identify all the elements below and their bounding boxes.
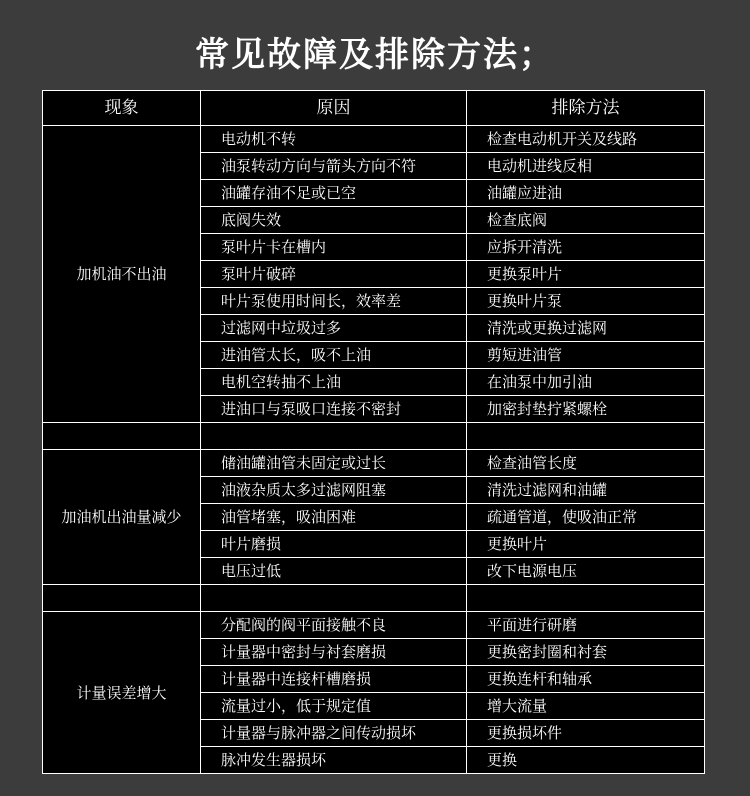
empty-cell: [43, 423, 201, 450]
empty-row: [43, 585, 705, 612]
cause-cell: 电压过低: [201, 558, 467, 585]
cause-cell: 分配阀的阀平面接触不良: [201, 612, 467, 639]
cause-cell: 叶片磨损: [201, 531, 467, 558]
header-phenomenon: 现象: [43, 91, 201, 126]
fault-table: [42, 90, 705, 774]
cause-cell: 叶片泵使用时间长，效率差: [201, 288, 467, 315]
cause-cell: 油液杂质太多过滤网阻塞: [201, 477, 467, 504]
remedy-cell: 油罐应进油: [467, 180, 705, 207]
remedy-cell: 更换连杆和轴承: [467, 666, 705, 693]
remedy-cell: 清洗或更换过滤网: [467, 315, 705, 342]
remedy-cell: 清洗过滤网和油罐: [467, 477, 705, 504]
cause-cell: 底阀失效: [201, 207, 467, 234]
remedy-cell: 剪短进油管: [467, 342, 705, 369]
cause-cell: 进油管太长，吸不上油: [201, 342, 467, 369]
empty-cell: [43, 585, 201, 612]
cause-cell: 计量器中密封与衬套磨损: [201, 639, 467, 666]
remedy-cell: 加密封垫拧紧螺栓: [467, 396, 705, 423]
table-header-row: [43, 91, 705, 126]
remedy-cell: 增大流量: [467, 693, 705, 720]
table-row: [43, 612, 705, 639]
empty-cell: [467, 585, 705, 612]
remedy-cell: 更换损坏件: [467, 720, 705, 747]
cause-cell: 电机空转抽不上油: [201, 369, 467, 396]
fault-table-container: [42, 90, 704, 774]
table-row: [43, 450, 705, 477]
cause-cell: 脉冲发生器损坏: [201, 747, 467, 774]
remedy-cell: 改下电源电压: [467, 558, 705, 585]
empty-row: [43, 423, 705, 450]
cause-cell: 泵叶片破碎: [201, 261, 467, 288]
remedy-cell: 更换泵叶片: [467, 261, 705, 288]
cause-cell: 油管堵塞，吸油困难: [201, 504, 467, 531]
cause-cell: 流量过小，低于规定值: [201, 693, 467, 720]
cause-cell: 计量器与脉冲器之间传动损坏: [201, 720, 467, 747]
remedy-cell: 更换叶片泵: [467, 288, 705, 315]
cause-cell: 油罐存油不足或已空: [201, 180, 467, 207]
remedy-cell: 检查电动机开关及线路: [467, 126, 705, 153]
empty-cell: [201, 585, 467, 612]
phenomenon-cell: 加机油不出油: [43, 126, 201, 423]
remedy-cell: 应拆开清洗: [467, 234, 705, 261]
remedy-cell: 疏通管道，使吸油正常: [467, 504, 705, 531]
remedy-cell: 更换密封圈和衬套: [467, 639, 705, 666]
remedy-cell: 在油泵中加引油: [467, 369, 705, 396]
cause-cell: 计量器中连接杆槽磨损: [201, 666, 467, 693]
remedy-cell: 检查油管长度: [467, 450, 705, 477]
cause-cell: 进油口与泵吸口连接不密封: [201, 396, 467, 423]
cause-cell: 油泵转动方向与箭头方向不符: [201, 153, 467, 180]
cause-cell: 电动机不转: [201, 126, 467, 153]
cause-cell: 储油罐油管未固定或过长: [201, 450, 467, 477]
header-remedy: 排除方法: [467, 91, 705, 126]
remedy-cell: 电动机进线反相: [467, 153, 705, 180]
empty-cell: [467, 423, 705, 450]
phenomenon-cell: 计量误差增大: [43, 612, 201, 774]
remedy-cell: 更换: [467, 747, 705, 774]
phenomenon-cell: 加油机出油量减少: [43, 450, 201, 585]
remedy-cell: 检查底阀: [467, 207, 705, 234]
page-title: 常见故障及排除方法；: [195, 35, 555, 75]
remedy-cell: 更换叶片: [467, 531, 705, 558]
cause-cell: 泵叶片卡在槽内: [201, 234, 467, 261]
empty-cell: [201, 423, 467, 450]
header-cause: 原因: [201, 91, 467, 126]
remedy-cell: 平面进行研磨: [467, 612, 705, 639]
cause-cell: 过滤网中垃圾过多: [201, 315, 467, 342]
table-row: [43, 126, 705, 153]
